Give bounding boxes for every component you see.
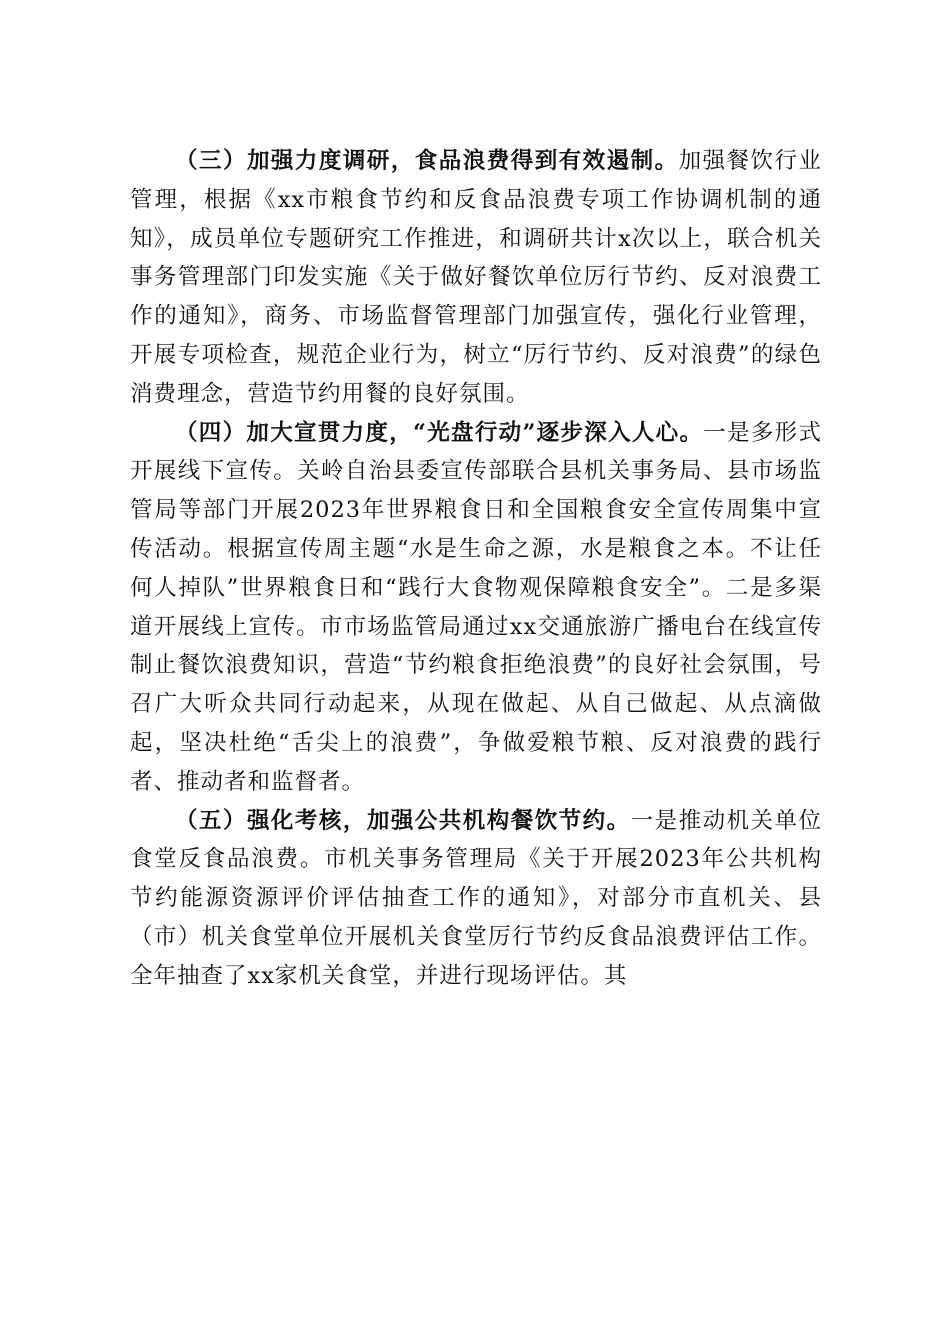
paragraph-4 <box>130 414 822 802</box>
paragraph-3-heading: （三）加强力度调研，食品浪费得到有效遏制。 <box>175 148 679 174</box>
paragraph-4-body: 一是多形式开展线下宣传。关岭自治县委宣传部联合县机关事务局、县市场监管局等部门开展2023年世界粮食日和全国粮食安全宣传周集中宣传活动。根据宣传周主题“水是生命之源，水是粮食之本。不让任何人掉队”世界粮食日和“践行大食物观保障粮食安全”。二是多渠道开展线上宣传。市市场监管局通过xx交通旅游广播电台在线宣传制止餐饮浪费知识，营造“节约粮食拒绝浪费”的良好社会氛围，号召广大听众共同行动起来，从现在做起、从自己做起、从点滴做起，坚决杜绝“舌尖上的浪费”，争做爱粮节粮、反对浪费的践行者、推动者和监督者。 <box>130 419 822 795</box>
paragraph-4-heading: （四）加大宣贯力度，“光盘行动”逐步深入人心。 <box>175 419 704 446</box>
paragraph-5-body: 一是推动机关单位食堂反食品浪费。市机关事务管理局《关于开展2023年公共机构节约能源资源评价评估抽查工作的通知》，对部分市直机关、县（市）机关食堂单位开展机关食堂厉行节约反食品浪费评估工作。全年抽查了xx家机关食堂，并进行现场评估。其 <box>130 807 822 989</box>
document-page <box>130 142 822 996</box>
paragraph-5-heading: （五）强化考核，加强公共机构餐饮节约。 <box>175 807 631 834</box>
paragraph-3-body: 加强餐饮行业管理，根据《xx市粮食节约和反食品浪费专项工作协调机制的通知》，成员单位专题研究工作推进，和调研共计x次以上，联合机关事务管理部门印发实施《关于做好餐饮单位厉行节约、反对浪费工作的通知》，商务、市场监督管理部门加强宣传，强化行业管理，开展专项检查，规范企业行为，树立“厉行节约、反对浪费”的绿色消费理念，营造节约用餐的良好氛围。 <box>130 148 822 407</box>
paragraph-3 <box>130 142 822 414</box>
paragraph-5 <box>130 802 822 996</box>
